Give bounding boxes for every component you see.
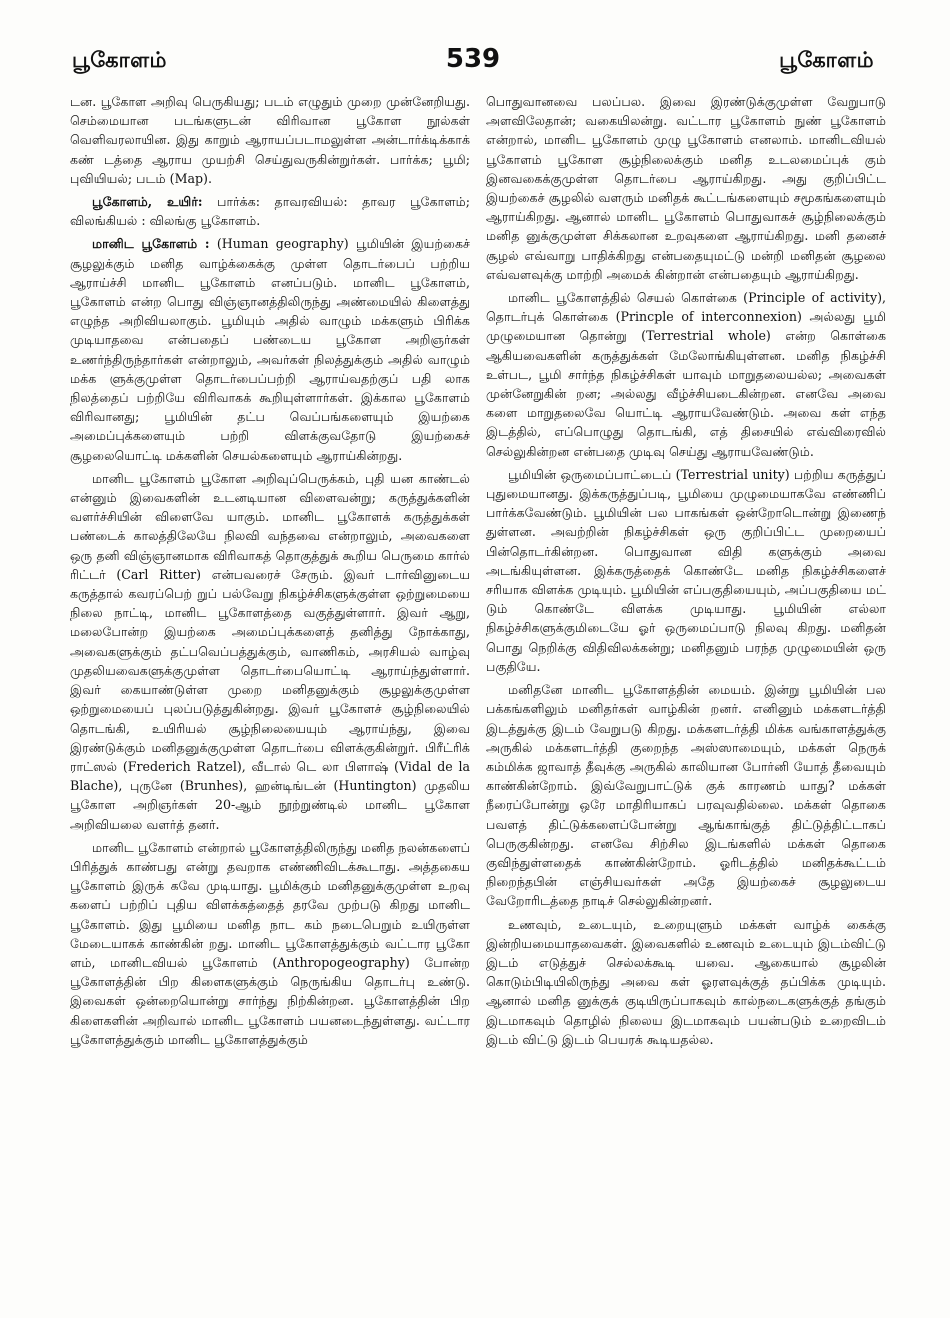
entry-body: (Human geography) பூமியின் இயற்கைச் சூழலுக்கும் மனித வாழ்க்கைக்கு முள்ள தொடர்பைப் பற்றிய ஆராய்ச்சி மானிட பூகோளம் எனப்படும். மானிட பூகோளம், பூகோளம் என்ற பொது விஞ்ஞானத்திலிருந்து அண்மையில் கிளைத்து எழுந்த அறிவியலாகும். பூமியும் அதில் வாழும் மக்களும் பிரிக்க முடியாதவை என்பதைப் பண்டைய பூகோள அறிஞர்கள் உணர்ந்திருந்தார்கள் என்றாலும், அவர்கள் நிலத்துக்கும் அதில் வாழும் மக்க ளுக்குமுள்ள தொடர்பைப்பற்றி ஆராய்வதற்குப் பதி லாக நிலத்தைப் பற்றியே விரிவாகக் கூறியுள்ளார்கள். இக்கால பூகோளம் விரிவானது; பூமியின் தட்ப வெப்பங்களையும் இயற்கை அமைப்புக்களையும் பற்றி விளக்குவதோடு இயற்கைச் சூழலையொட்டி மக்களின் செயல்களையும் ஆராய்கின்றது. [70,236,470,463]
paragraph: மானிட பூகோளம் என்றால் பூகோளத்திலிருந்து மனித நலன்களைப் பிரித்துக் காண்பது என்று தவறாக எண்ணிவிடக்கூடாது. அத்தகைய பூகோளம் இருக் கவே முடியாது. பூமிக்கும் மனிதனுக்குமுள்ள உறவு களைப் பற்றிப் புதிய விளக்கத்தைத் தரவே முற்படு கிறது மானிட பூகோளம். இது பூமியை மனித நாட கம் நடைபெறும் உயிருள்ள மேடையாகக் காண்கின் றது. மானிட பூகோளத்துக்கும் வட்டார பூகோ ளம், மானிடவியல் பூகோளம் (Anthropogeography) போன்ற பூகோளத்தின் பிற கிளைகளுக்கும் நெருங்கிய தொடர்பு உண்டு. இவைகள் ஒன்றையொன்று சார்ந்து நிற்கின்றன. பூகோளத்தின் பிற கிளைகளின் அறிவால் மானிட பூகோளம் பயனடைந்துள்ளது. வட்டார பூகோளத்துக்கும் மானிட பூகோளத்துக்கும் [70,839,470,1047]
paragraph: மானிட பூகோளத்தில் செயல் கொள்கை (Principle of activity), தொடர்புக் கொள்கை (Princple of interconnexion) அல்லது பூமி முழுமையான தொன்று (Terrestrial whole) என்ற கொள்கை ஆகியவைகளின் கருத்துக்கள் மேலோங்கியுள்ளன. மனித நிகழ்ச்சி உள்பட, பூமி சார்ந்த நிகழ்ச்சிகள் யாவும் மாறுதலையல்ல; அவைகள் முன்னேறுகின் றன; அல்லது வீழ்ச்சியடைகின்றன. எனவே அவை களை மாறுதலைவே யொட்டி ஆராயவேண்டும். அவை கள் எந்த இடத்தில், எப்பொழுது தொடங்கி, எத் திசையில் எவ்விரைவில் செல்லுகின்றன என்பதை முடிவு செய்து ஆராயவேண்டும். [486,290,886,459]
entry-uyir [70,192,470,230]
paragraph: பூமியின் ஒருமைப்பாட்டைப் (Terrestrial unity) பற்றிய கருத்துப் புதுமையானது. இக்கருத்துப்படி, பூமியை முழுமையாகவே எண்ணிப் பார்க்கவேண்டும். பூமியின் பல பாகங்கள் ஒன்றோடொன்று இணைந் துள்ளன. அவற்றின் நிகழ்ச்சிகள் ஒரு குறிப்பிட்ட முறையைப் பின்தொடர்கின்றன. பொதுவான விதி களுக்கும் அவை அடங்கியுள்ளன. இக்கருத்தைக் கொண்டே மனித நிகழ்ச்சிகளைச் சரியாக விளக்க முடியும். பூமியின் எப்பகுதியையும், அப்பகுதியை மட் டும் கொண்டே விளக்க முடியாது. பூமியின் எல்லா நிகழ்ச்சிகளுக்குமிடையே ஓர் ஒருமைப்பாடு நிலவு கிறது. மனிதன் பொது நெறிக்கு விதிவிலக்கன்று; மனிதனும் பரந்த முழுமையின் ஒரு பகுதியே. [486,466,886,674]
running-head-left: பூகோளம் [72,48,167,72]
right-column [486,92,886,1302]
running-head [72,44,874,78]
paragraph: மனிதனே மானிட பூகோளத்தின் மையம். இன்று பூமியின் பல பக்கங்களிலும் மனிதர்கள் வாழ்கின் றனர். எனினும் மக்களடர்த்தி இடத்துக்கு இடம் வேறுபடு கிறது. மக்களடர்த்தி மிக்க வங்காளத்துக்கு அருகில் மக்களடர்த்தி குறைந்த அஸ்ஸாமையும், மக்கள் நெருக் கம்மிக்க ஜாவாத் தீவுக்கு அருகில் காலியான போர்னி யோத் தீவையும் காண்கின்றோம். இவ்வேறுபாட்டுக் குக் காரணம் யாது? மக்கள் நீரைப்போன்று ஒரே மாதிரியாகப் பரவுவதில்லை. மக்கள் தொகை பவளத் திட்டுக்களைப்போன்று ஆங்காங்குத் திட்டுத்திட்டாகப் பெருகுகின்றது. எனவே சிற்சில இடங்களில் மக்கள் தொகை குவிந்துள்ளதைக் காண்கின்றோம். ஓரிடத்தில் மனிதக்கூட்டம் நிறைந்தபின் எஞ்சியவர்கள் அதே இயற்கைச் சூழலுடைய வேறோரிடத்தை நாடிச் செல்லுகின்றனர். [486,682,886,909]
page-number: 539 [445,44,501,74]
paragraph: மானிட பூகோளம் பூகோள அறிவுப்பெருக்கம், புதி யன காண்டல் என்னும் இவைகளின் உடனடியான விளைவன்று; கருத்துக்களின் வளர்ச்சியின் விளைவே யாகும். மானிட பூகோளக் கருத்துக்கள் பண்டைக் காலத்திலேயே நிலவி வந்தவை என்றாலும், அவைகளை ஒரு தனி விஞ்ஞானமாக விரிவாகத் தொகுத்துக் கூறிய பெருமை கார்ல் ரிட்டர் (Carl Ritter) என்பவரைச் சேரும். இவர் டார்வினுடைய கருத்தால் கவரப்பெற் றுப் பல்வேறு நிகழ்ச்சிகளுக்குள்ள ஒற்றுமையை நிலை நாட்டி, மானிட பூகோளத்தை வகுத்துள்ளார். இவர் ஆறு, மலைபோன்ற இயற்கை அமைப்புக்களைத் தனித்து நோக்காது, அவைகளுக்கும் தட்பவெப்பத்துக்கும், வாணிகம், அரசியல் வாழ்வு முதலியவைகளுக்குமுள்ள தொடர்பையொட்டி ஆராய்ந்துள்ளார். இவர் கையாண்டுள்ள முறை மனிதனுக்கும் சூழலுக்குமுள்ள ஒற்றுமையைப் புலப்படுத்துகின்றது. இவர் பூகோளச் சூழ்நிலையில் தொடங்கி, உயிரியல் சூழ்நிலையையும் ஆராய்ந்து, இவை இரண்டுக்கும் மனிதனுக்குமுள்ள தொடர்பை விளக்குகின்றுர். பிரீட்ரிக் ராட்ஸல் (Frederich Ratzel), வீடால் டெ லா பிளாஷ் (Vidal de la Blache), புருனே (Brunhes), ஹன்டிங்டன் (Huntington) முதலிய பூகோள அறிஞர்கள் 20-ஆம் நூற்றுண்டில் மானிட பூகோள அறிவியலை வளர்த் தனர். [70,470,470,832]
left-column [70,92,470,1302]
entry-human-geography [70,234,470,464]
entry-body: பார்க்க: தாவரவியல்: தாவர பூகோளம்; விலங்கியல் : விலங்கு பூகோளம். [70,194,470,229]
paragraph: உணவும், உடையும், உறையுளும் மக்கள் வாழ்க் கைக்கு இன்றியமையாதவைகள். இவைகளில் உணவும் உடையும் இடம்விட்டு இடம் எடுத்துச் செல்லக்கூடி யவை. ஆகையால் சூழலின் கொடும்பிடியிலிருந்து அவை கள் ஓரளவுக்குத் தப்பிக்க முடியும். ஆனால் மனித னுக்குக் குடியிருப்பாகவும் கால்நடைகளுக்குத் தங்கும் இடமாகவும் தொழில் நிலைய இடமாகவும் பயன்படும் உறைவிடம் இடம் விட்டு இடம் பெயரக் கூடியதல்ல. [486,916,886,1047]
entry-headword: பூகோளம், உயிர்: [92,194,203,210]
entry-headword: மானிட பூகோளம் : [92,236,210,252]
paragraph: பொதுவானவை பலப்பல. இவை இரண்டுக்குமுள்ள வேறுபாடு அளவிலேதான்; வகையிலன்று. வட்டார பூகோளம் நுண் பூகோளம் என்றால், மானிட பூகோளம் முழு பூகோளம் எனலாம். மானிடவியல் பூகோளம் பூகோள சூழ்நிலைக்கும் மனித உடலமைப்புக் கும் இனவகைக்குமுள்ள தொடர்பை ஆராய்கிறது. அது குறிப்பிட்ட இயற்கைச் சூழலில் வளரும் மனிதக் கூட்டங்களையும் சமூகங்களையும் ஆராய்கிறது. ஆனால் மானிட பூகோளம் பொதுவாகச் சூழ்நிலைக்கும் மனித னுக்குமுள்ள சிக்கலான உறவுகளை ஆராய்கிறது. மனி தனைச் சூழல் எவ்வாறு பாதிக்கிறது என்பதையுமட்டு மன்றி மனிதன் சூழலை எவ்வளவுக்கு மாற்றி அமைக் கின்றான் என்பதையும் ஆராய்கிறது. [486,94,886,282]
running-head-right: பூகோளம் [779,48,874,72]
paragraph: டன. பூகோள அறிவு பெருகியது; படம் எழுதும் முறை முன்னேறியது. செம்மையான படங்களுடன் விரிவான பூகோள நூல்கள் வெளிவரலாயின. இது காறும் ஆராயப்படாமலுள்ள அன்டார்க்டிக்காக் கண் டத்தை ஆராய முயற்சி செய்துவருகின்றுர்கள். பார்க்க; பூமி; புவியியல்; படம் (Map). [70,94,470,186]
